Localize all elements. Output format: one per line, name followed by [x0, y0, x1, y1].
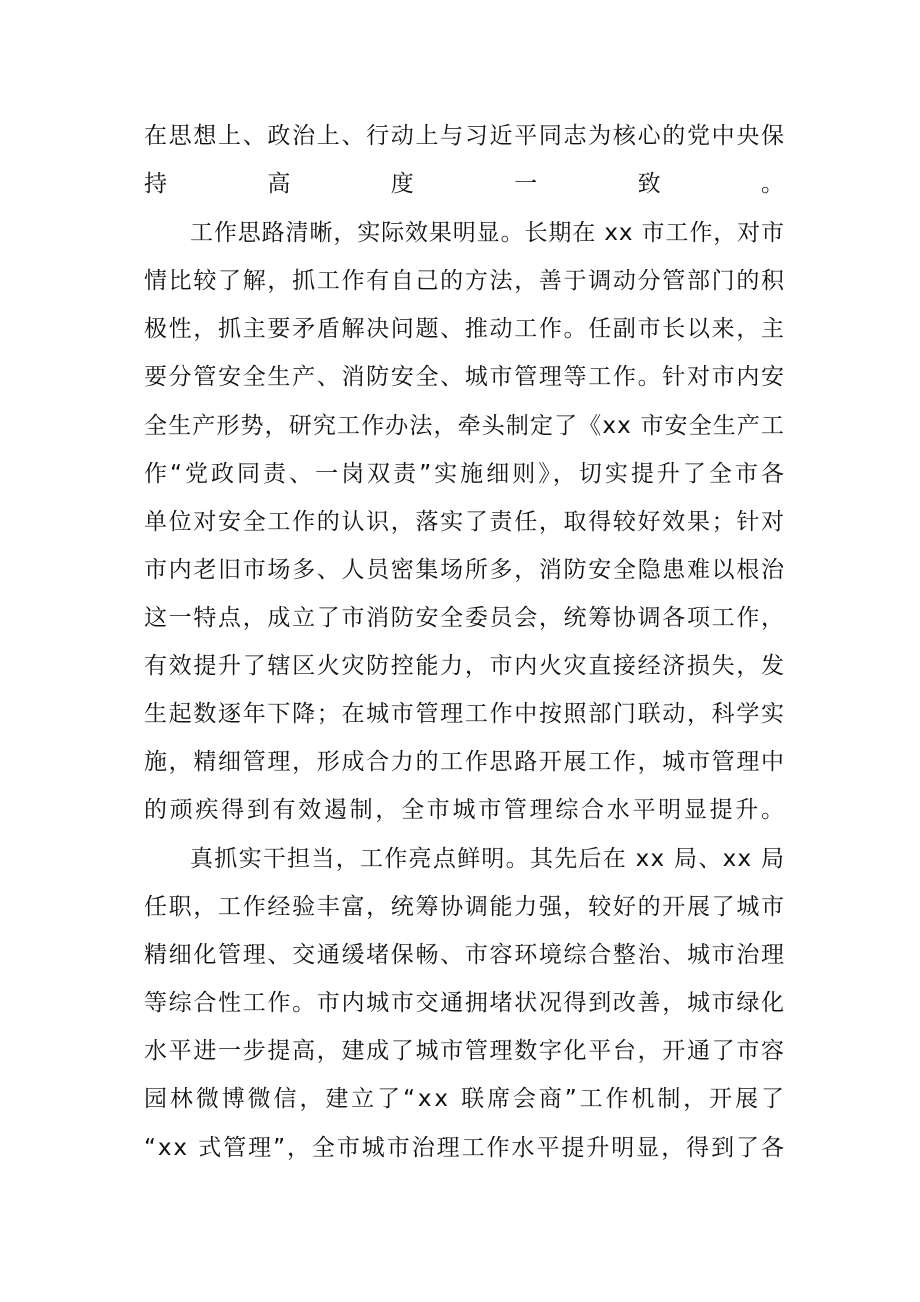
- text-line: 单位对安全工作的认识，落实了责任，取得较好效果；针对: [144, 509, 786, 535]
- text-line: 这一特点，成立了市消防安全委员会，统筹协调各项工作，: [144, 605, 786, 631]
- text-line: 要分管安全生产、消防安全、城市管理等工作。针对市内安: [144, 364, 786, 390]
- paragraph-first-line: 真抓实干担当，工作亮点鲜明。其先后在 xx 局、xx 局: [190, 846, 786, 872]
- text-line: 情比较了解，抓工作有自己的方法，善于调动分管部门的积: [144, 268, 786, 294]
- text-line: 持高度一致。: [144, 171, 885, 197]
- text-line: 水平进一步提高，建成了城市管理数字化平台，开通了市容: [144, 1038, 786, 1064]
- text-line: 全生产形势，研究工作办法，牵头制定了《xx 市安全生产工: [144, 413, 786, 439]
- text-line: 市内老旧市场多、人员密集场所多，消防安全隐患难以根治: [144, 557, 786, 583]
- text-line: 有效提升了辖区火灾防控能力，市内火灾直接经济损失，发: [144, 653, 786, 679]
- text-line: 极性，抓主要矛盾解决问题、推动工作。任副市长以来，主: [144, 316, 786, 342]
- text-line: 的顽疾得到有效遏制，全市城市管理综合水平明显提升。: [144, 797, 787, 823]
- text-line: 生起数逐年下降；在城市管理工作中按照部门联动，科学实: [144, 701, 786, 727]
- text-line: 任职，工作经验丰富，统筹协调能力强，较好的开展了城市: [144, 894, 786, 920]
- text-line: 园林微博微信，建立了“xx 联席会商”工作机制，开展了: [144, 1086, 787, 1112]
- text-line: 施，精细管理，形成合力的工作思路开展工作，城市管理中: [144, 749, 786, 775]
- text-line: 等综合性工作。市内城市交通拥堵状况得到改善，城市绿化: [144, 990, 786, 1016]
- text-line: “xx 式管理”，全市城市治理工作水平提升明显，得到了各: [144, 1135, 786, 1161]
- paragraph-first-line: 工作思路清晰，实际效果明显。长期在 xx 市工作，对市: [190, 220, 785, 246]
- text-line: 精细化管理、交通缓堵保畅、市容环境综合整治、城市治理: [144, 942, 786, 968]
- text-line: 作“党政同责、一岗双责”实施细则》，切实提升了全市各: [144, 461, 788, 487]
- text-line: 在思想上、政治上、行动上与习近平同志为核心的党中央保: [144, 123, 786, 149]
